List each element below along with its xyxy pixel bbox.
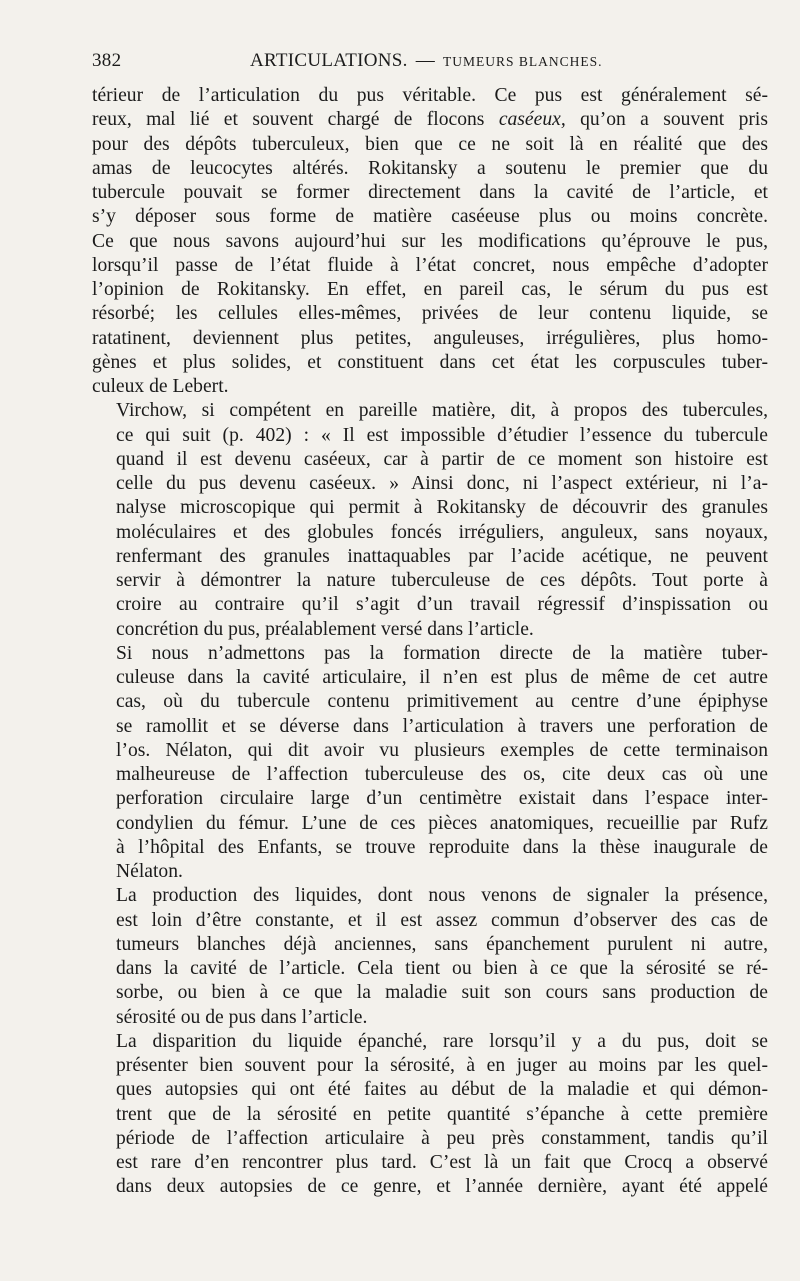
page-number: 382 [92, 50, 122, 71]
paragraph [92, 642, 768, 885]
running-head-subtitle: TUMEURS BLANCHES. [443, 54, 603, 69]
text-line: dans la cavité de l’article. Cela tient ou bien à ce que la sérosité se ré- [116, 958, 768, 979]
text-line: reux, mal lié et souvent chargé de flocons caséeux, qu’on a souvent pris [92, 109, 768, 131]
text-line: renfermant des granules inattaquables par l’acide acétique, ne peuvent [116, 545, 768, 567]
text-line: pour des dépôts tuberculeux, bien que ce ne soit là en réalité que des [92, 133, 768, 155]
running-head-title: ARTICULATIONS. [250, 50, 408, 71]
text-line: dans deux autopsies de ce genre, et l’année dernière, ayant été appelé [116, 1176, 768, 1198]
body-text [92, 84, 768, 1200]
text-line: se ramollit et se déverse dans l’articulation à travers une perforation de [116, 715, 768, 737]
text-line: période de l’affection articulaire à peu près constamment, tandis qu’il [116, 1127, 768, 1149]
text-line: Virchow, si compétent en pareille matière, dit, à propos des tubercules, [116, 400, 768, 422]
text-line: celle du pus devenu caséeux. » Ainsi donc, ni l’aspect extérieur, ni l’a- [116, 473, 768, 494]
paragraph [92, 1030, 768, 1200]
text-line: cas, où du tubercule contenu primitivement au centre d’une épiphyse [116, 691, 768, 713]
text-line: servir à démontrer la nature tuberculeuse de ces dépôts. Tout porte à [116, 570, 768, 591]
text-line: quand il est devenu caséeux, car à partir de ce moment son histoire est [116, 448, 768, 470]
text-line: trent que de la sérosité en petite quantité s’épanche à cette première [116, 1103, 768, 1125]
text-line: amas de leucocytes altérés. Rokitansky a soutenu le premier que du [92, 157, 768, 179]
emphasis: caséeux, [498, 109, 566, 131]
text-line: gènes et plus solides, et constituent dans cet état les corpuscules tuber- [92, 351, 768, 373]
text-line: résorbé; les cellules elles-mêmes, privées de leur contenu liquide, se [92, 303, 768, 325]
text-line: sérosité ou de pus dans l’article. [116, 1006, 368, 1028]
text-line: l’opinion de Rokitansky. En effet, en pareil cas, le sérum du pus est [92, 279, 768, 300]
text-line: ce qui suit (p. 402) : « Il est impossible d’étudier l’essence du tubercule [116, 424, 768, 446]
text-line: tumeurs blanches déjà anciennes, sans épanchement purulent ni autre, [116, 933, 768, 955]
text-line: à l’hôpital des Enfants, se trouve reproduite dans la thèse inaugurale de [116, 836, 768, 858]
text-line: présenter bien souvent pour la sérosité, à en juger au moins par les quel- [116, 1055, 768, 1076]
running-header [92, 50, 768, 84]
paragraph [92, 884, 768, 1030]
text-line: ratatinent, deviennent plus petites, anguleuses, irrégulières, plus homo- [92, 327, 768, 349]
text-line: perforation circulaire large d’un centimètre existait dans l’espace inter- [116, 788, 768, 810]
text-line: malheureuse de l’affection tuberculeuse des os, cite deux cas où une [116, 764, 768, 785]
text-line: l’os. Nélaton, qui dit avoir vu plusieurs exemples de cette terminaison [116, 739, 768, 761]
text-line: est rare d’en rencontrer plus tard. C’est là un fait que Crocq a observé [116, 1152, 768, 1173]
text-line: culeuse dans la cavité articulaire, il n’en est plus de même de cet autre [116, 667, 768, 688]
text-line: s’y déposer sous forme de matière caséeuse plus ou moins concrète. [92, 206, 768, 228]
text-line: lorsqu’il passe de l’état fluide à l’état concret, nous empêche d’adopter [92, 254, 768, 276]
text-line: moléculaires et des globules foncés irréguliers, anguleux, sans noyaux, [116, 521, 768, 543]
text-line: nalyse microscopique qui permit à Rokitansky de découvrir des granules [116, 497, 768, 519]
text-line: La production des liquides, dont nous venons de signaler la présence, [116, 885, 768, 907]
text-line: Ce que nous savons aujourd’hui sur les modifications qu’éprouve le pus, [92, 230, 768, 252]
running-head [250, 50, 603, 72]
text-line: tubercule pouvait se former directement dans la cavité de l’article, et [92, 182, 768, 203]
text-line: Nélaton. [116, 861, 183, 882]
text-line: est loin d’être constante, et il est assez commun d’observer des cas de [116, 909, 768, 931]
paragraph [92, 399, 768, 642]
text-line: culeux de Lebert. [92, 376, 229, 397]
text-line: térieur de l’articulation du pus véritable. Ce pus est généralement sé- [92, 85, 768, 106]
text-line: ques autopsies qui ont été faites au début de la maladie et qui démon- [116, 1079, 768, 1101]
text-line: condylien du fémur. L’une de ces pièces anatomiques, recueillie par Rufz [116, 812, 768, 834]
text-line: Si nous n’admettons pas la formation directe de la matière tuber- [116, 642, 768, 664]
paragraph [92, 84, 768, 399]
text-line: sorbe, ou bien à ce que la maladie suit son cours sans production de [116, 982, 768, 1004]
text-line: croire au contraire qu’il s’agit d’un travail régressif d’inspissation ou [116, 594, 768, 616]
text-line: La disparition du liquide épanché, rare lorsqu’il y a du pus, doit se [116, 1030, 768, 1052]
text-line: concrétion du pus, préalablement versé dans l’article. [116, 618, 534, 640]
running-head-dash: — [415, 50, 436, 71]
